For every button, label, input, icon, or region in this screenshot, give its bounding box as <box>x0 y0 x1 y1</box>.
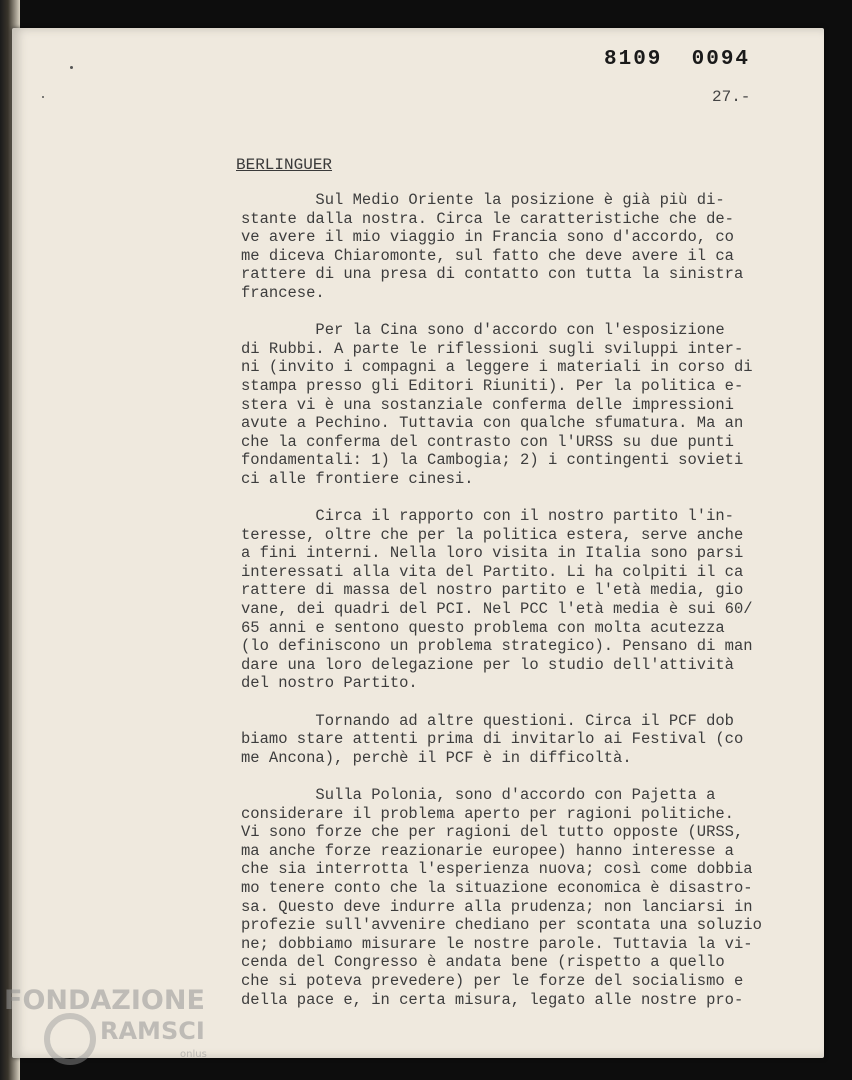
paper-speck <box>70 66 73 69</box>
text-line: 65 anni e sentono questo problema con molta acutezza <box>241 618 725 637</box>
text-line: rattere di massa del nostro partito e l'età media, gio <box>241 581 744 600</box>
text-line: del nostro Partito. <box>241 674 418 693</box>
text-line: di Rubbi. A parte le riflessioni sugli sviluppi inter- <box>241 339 744 358</box>
text-line: mo tenere conto che la situazione economica è disastro- <box>241 878 753 897</box>
text-line: della pace e, in certa misura, legato alle nostre pro- <box>241 990 744 1009</box>
text-line: dare una loro delegazione per lo studio dell'attività <box>241 655 734 674</box>
text-line: ci alle frontiere cinesi. <box>241 469 474 488</box>
text-line: cenda del Congresso è andata bene (rispetto a quello <box>241 953 725 972</box>
text-line: Per la Cina sono d'accordo con l'esposizione <box>241 321 725 340</box>
text-line: a fini interni. Nella loro visita in Italia sono parsi <box>241 544 744 563</box>
text-line: fondamentali: 1) la Cambogia; 2) i contingenti sovieti <box>241 451 744 470</box>
text-line: sa. Questo deve indurre alla prudenza; non lanciarsi in <box>241 897 753 916</box>
text-line: profezie sull'avvenire chediano per scontata una soluzio <box>241 916 762 935</box>
paragraph <box>241 712 801 768</box>
document-body <box>241 191 801 1028</box>
page-number: 27.- <box>712 88 751 106</box>
paragraph <box>241 321 801 488</box>
paragraph <box>241 191 801 303</box>
text-line: considerare il problema aperto per ragioni politiche. <box>241 804 734 823</box>
speaker-heading: BERLINGUER <box>236 156 333 174</box>
text-line: avute a Pechino. Tuttavia con qualche sfumatura. Ma an <box>241 414 744 433</box>
watermark-suffix: onlus <box>180 1049 207 1060</box>
text-line: stera vi è una sostanziale conferma delle impressioni <box>241 395 734 414</box>
text-line: Vi sono forze che per ragioni del tutto opposte (URSS, <box>241 823 744 842</box>
text-line: teresse, oltre che per la politica estera, serve anche <box>241 525 744 544</box>
text-line: ve avere il mio viaggio in Francia sono d'accordo, co <box>241 228 734 247</box>
text-line: (lo definiscono un problema strategico). Pensano di man <box>241 637 753 656</box>
archive-number: 8109 0094 <box>604 48 751 71</box>
text-line: Sulla Polonia, sono d'accordo con Pajetta a <box>241 786 716 804</box>
text-line: che si poteva prevedere) per le forze del socialismo e <box>241 971 744 990</box>
text-line: me diceva Chiaromonte, sul fatto che deve avere il ca <box>241 246 734 265</box>
paper-speck <box>42 96 44 98</box>
watermark-title: FONDAZIONE <box>4 985 205 1016</box>
text-line: vane, dei quadri del PCI. Nel PCC l'età media è sui 60/ <box>241 600 753 619</box>
text-line: ma anche forze reazionarie europee) hanno interesse a <box>241 841 734 860</box>
text-line: rattere di una presa di contatto con tutta la sinistra <box>241 265 744 284</box>
text-line: stampa presso gli Editori Riuniti). Per la politica e- <box>241 376 744 395</box>
foundation-watermark <box>4 985 224 1075</box>
text-line: che sia interrotta l'esperienza nuova; così come dobbia <box>241 860 753 879</box>
watermark-g-logo-icon <box>44 1013 96 1065</box>
watermark-subtitle: RAMSCI <box>100 1017 205 1045</box>
text-line: biamo stare attenti prima di invitarlo ai Festival (co <box>241 730 744 749</box>
document-page <box>12 28 824 1058</box>
paragraph <box>241 786 801 1009</box>
text-line: Tornando ad altre questioni. Circa il PCF dob <box>241 711 734 730</box>
text-line: Sul Medio Oriente la posizione è già più di- <box>241 191 725 209</box>
text-line: ne; dobbiamo misurare le nostre parole. Tuttavia la vi- <box>241 934 753 953</box>
text-line: francese. <box>241 283 325 302</box>
text-line: ni (invito i compagni a leggere i materiali in corso di <box>241 358 753 377</box>
text-line: stante dalla nostra. Circa le caratteristiche che de- <box>241 209 734 228</box>
text-line: Circa il rapporto con il nostro partito l'in- <box>241 507 734 526</box>
text-line: me Ancona), perchè il PCF è in difficoltà. <box>241 748 632 767</box>
text-line: che la conferma del contrasto con l'URSS su due punti <box>241 432 734 451</box>
text-line: interessati alla vita del Partito. Li ha colpiti il ca <box>241 562 744 581</box>
paragraph <box>241 507 801 693</box>
